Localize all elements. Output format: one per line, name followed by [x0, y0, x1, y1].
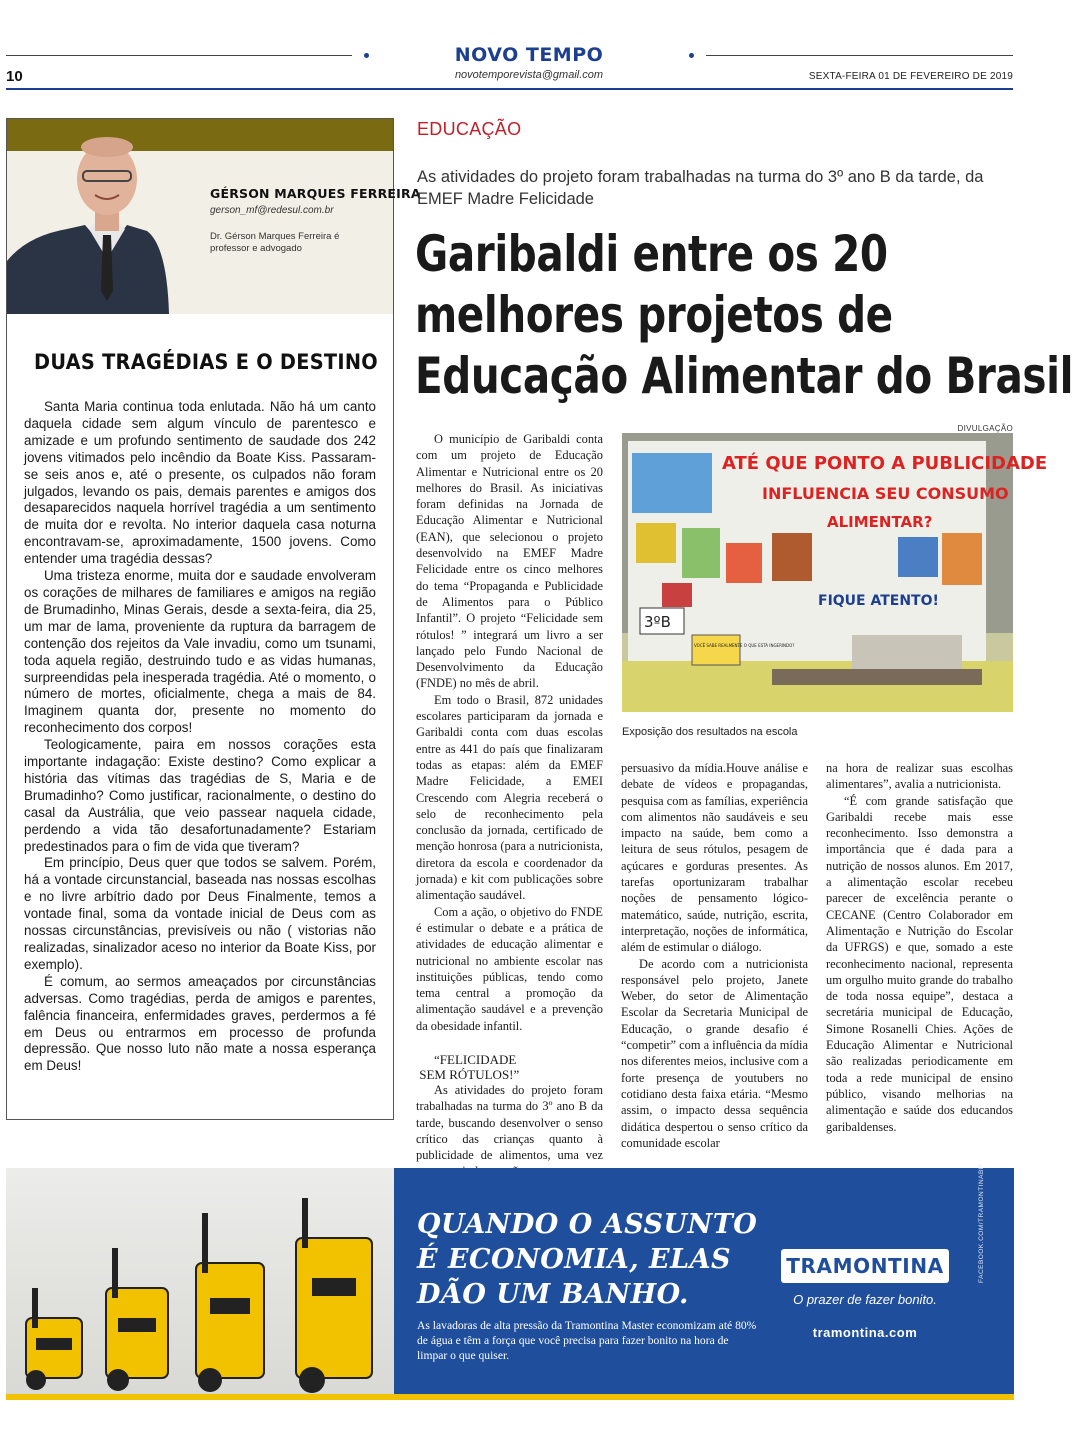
tramontina-logo[interactable]: TRAMONTINA [781, 1249, 949, 1283]
bullet-icon [364, 53, 369, 58]
article-paragraph: De acordo com a nutricionista responsável pelo projeto, Janete Weber, do setor de Alimentação Escolar da Secretaria Municipal de Educação, o grande desafio é “competir” com a influência da mídia nos diferentes meios, inclusive com a forte presença de youtubers no cotidiano desta faixa etária. “Mesmo assim, o impacto dessa sequência didática despertou o senso crítico da comunidade escolar [621, 956, 808, 1150]
article-paragraph: na hora de realizar suas escolhas alimentares”, avalia a nutricionista. [826, 761, 1013, 792]
ad-headline [417, 1207, 757, 1312]
masthead-email[interactable]: novotemporevista@gmail.com [454, 69, 604, 81]
ad-headline-line: QUANDO O ASSUNTO [417, 1209, 758, 1240]
article-paragraph: “É com grande satisfação que Garibaldi recebe mais esse reconhecimento. Isso demonstra a importância que é dada para a nutrição de nossos alunos. Em 2017, a alimentação escolar recebeu parecer de excelência perante o CECANE (Centro Colaborador em Alimentação e Nutrição do Escolar da UFRGS) e que, somado a este reconhecimento nacional, representa um orgulho muito grande do trabalho de toda nossa equipe”, destaca a secretária municipal de Educação, Simone Rosanelli Chies. Ações de Educação Alimentar e Nutricional são realizadas periodicamente em toda a rede municipal de ensino público, visando melhorias na alimentação e saúde dos educandos garibaldenses. [826, 793, 1013, 1134]
column-paragraph: Em princípio, Deus quer que todos se salvem. Porém, há a vontade circunstancial, baseada nas nossas escolhas e no livre arbítrio dado por Deus Finalmente, temos a vontade final, soma da vontade inicial de Deus com as nossas circunstâncias, previsíveis ou não ( vistorias não realizadas, sinalizador aceso no interior da Boate Kiss, por exemplo). [24, 855, 376, 972]
author-name: GÉRSON MARQUES FERREIRA [210, 186, 421, 201]
board-text: ALIMENTAR? [827, 513, 933, 531]
header-rule-bottom [6, 88, 1013, 90]
column-paragraph: Teologicamente, paira em nossos corações esta importante indagação: Existe destino? Como explicar a história das vítimas das tragédias de S, Maria e de Brumadinho? Como justificar, racionalmente, o destino do casal da Austrália, que veio passear naquela cidade, perdendo a vida tão desafortunadamente? Estariam predestinados para o fim de vida que tiveram? [24, 737, 376, 854]
headline-line: melhores projetos de [415, 286, 893, 344]
column-title: DUAS TRAGÉDIAS E O DESTINO [34, 350, 378, 374]
masthead-title: NOVO TEMPO [454, 44, 604, 66]
article-column-1 [416, 431, 603, 1196]
article-kicker: As atividades do projeto foram trabalhadas na turma do 3º ano B da tarde, da EMEF Madre Felicidade [417, 168, 984, 208]
subhead-line: SEM RÓTULOS!” [419, 1066, 520, 1082]
ad-copy: As lavadoras de alta pressão da Tramontina Master economizam até 80% de água e têm a força que você precisa para fazer bonito na hora de limpar o que quiser. [417, 1319, 757, 1362]
column-paragraph: É comum, ao sermos ameaçados por circunstâncias adversas. Como tragédias, perda de amigos e parentes, falência financeira, enfermidades graves, perdermos a fé em Deus ou entrarmos em processo de profunda depressão. Que nosso luto não mate a nossa esperança em Deus! [24, 973, 376, 1074]
article-paragraph: O município de Garibaldi conta com um projeto de Educação Alimentar e Nutricional entre os 20 melhores do Brasil. As iniciativas foram definidas na Jornada de Educação Alimentar e Nutricional (EAN), que selecionou o projeto desenvolvido na EMEF Madre Felicidade entre os cinco melhores do tema “Propaganda e Publicidade de Alimentos para o Público Infantil”. O projeto “Felicidade sem rótulos! ” integrará um livro a ser lançado pelo Fundo Nacional de Desenvolvimento da Educação (FNDE) no mês de abril. [416, 432, 603, 691]
headline-line: Educação Alimentar do Brasil [415, 347, 1073, 405]
subhead-line: “FELICIDADE [434, 1051, 517, 1067]
article-paragraph: Com a ação, o objetivo do FNDE é estimular o debate e a prática de atividades de educação alimentar e nutricional no ambiente escolar nas instituições públicas, tendo como tema central a promoção da alimentação saudável e a prevenção da obesidade infantil. [416, 904, 603, 1033]
photo-caption: Exposição dos resultados na escola [622, 726, 798, 738]
exhibit-photo [622, 433, 1048, 712]
column-top-bar [7, 119, 393, 151]
ad-url[interactable]: tramontina.com [812, 1325, 918, 1340]
column-paragraph: Uma tristeza enorme, muita dor e saudade envolveram os corações de milhares de familiares e amigos na região de Brumadinho, Minas Gerais, desde a sexta-feira, dia 25, um mar de lama, proveniente da ruptura da barragem de contenção dos rejeitos da Vale invadiu, como um tsunami, toda aquela região, destruindo tudo e as vidas humanas, surpreendidas pela inesperada tragédia. Até o momento, o número de mortes, oficialmente, chega a mais de 84. Imaginem quanta dor, presente no momento do reconhecimento dos corpos! [24, 568, 376, 736]
section-label: EDUCAÇÃO [417, 119, 522, 139]
board-text: 3ºB [644, 613, 671, 631]
ad-product-panel [6, 1168, 394, 1400]
ad-headline-line: DÃO UM BANHO. [417, 1279, 689, 1310]
article-subhead [416, 1052, 603, 1082]
page-number: 10 [6, 68, 23, 85]
photo-credit: DIVULGAÇÃO [957, 424, 1013, 433]
article-paragraph: As atividades do projeto foram trabalhadas na turma do 3º ano B da tarde, buscando desenvolver o senso crítico das crianças quanto à publicidade de alimentos, uma vez [416, 1082, 603, 1163]
article-photo [622, 433, 1048, 712]
article-column-3 [826, 760, 1013, 1135]
board-text: VOCÊ SABE REALMENTE O QUE ESTÁ INGERINDO? [694, 643, 795, 648]
ad-yellow-strip [6, 1394, 1014, 1400]
board-text: ATÉ QUE PONTO A PUBLICIDADE [722, 453, 1048, 474]
ad-slogan: O prazer de fazer bonito. [793, 1292, 937, 1307]
article-paragraph: Em todo o Brasil, 872 unidades escolares participaram da jornada e Garibaldi conta com duas escolas entre as 441 do país que finalizaram todas as etapas: além da EMEF Madre Felicidade, a EMEI Crescendo com Alegria receberá o selo de reconhecimento pela conclusão da jornada, certificado de menção honrosa (para a nutricionista, diretora da escola e coordenador da jornada) e kit com publicações sobre alimentação saudável. [416, 692, 603, 903]
article-headline [415, 224, 1073, 407]
pressure-washer-illustration [6, 1168, 394, 1400]
board-text: FIQUE ATENTO! [818, 593, 939, 609]
ad-social-handle[interactable]: FACEBOOK.COM/TRAMONTINABR [978, 1163, 985, 1283]
masthead [0, 44, 1058, 66]
article-paragraph: persuasivo da mídia.Houve análise e debate de vídeos e propagandas, pesquisa com as famílias, experiência com alimentos não saudáveis e seu impacto na saúde, bem como a leitura de seus rótulos, pesagem de açúcares e gorduras presentes. As tarefas oportunizaram trabalhar noções de pensamento lógico-matemático, saúde, nutrição, escrita, interpretação, noções de informática, além de estimular o diálogo. [621, 761, 808, 955]
column-paragraph: Santa Maria continua toda enlutada. Não há um canto daquela cidade sem algum vínculo de parentesco e amizade e um profundo sentimento de saudade dos 242 jovens vitimados pelo incêndio da Boate Kiss. Passaram-se seis anos e, até o presente, os culpados não foram julgados, levando os pais, demais parentes e amigos dos desaparecidos naquela horrível tragédia a um sentimento de muita dor e revolta. No interior daquela casa noturna encontravam-se, aproximadamente, 1500 jovens. Como entender uma tragédia dessas? [24, 399, 376, 567]
author-bio: Dr. Gérson Marques Ferreira é professor e advogado [210, 231, 340, 254]
author-email[interactable]: gerson_mf@redesul.com.br [210, 205, 334, 216]
bullet-icon [689, 53, 694, 58]
headline-line: Garibaldi entre os 20 [415, 225, 888, 283]
column-body [24, 399, 376, 1075]
ad-headline-line: É ECONOMIA, ELAS [417, 1244, 732, 1275]
issue-date: SEXTA-FEIRA 01 DE FEVEREIRO DE 2019 [808, 71, 1013, 82]
board-text: INFLUENCIA SEU CONSUMO [762, 484, 1009, 503]
article-column-2 [621, 760, 808, 1151]
